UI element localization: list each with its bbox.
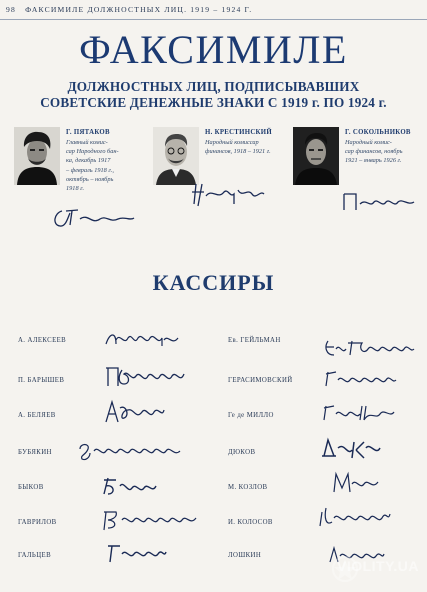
official-name: Г. СОКОЛЬНИКОВ: [345, 129, 411, 136]
cashier-name: А. АЛЕКСЕЕВ: [18, 337, 67, 344]
cashier-signature: [326, 470, 382, 496]
cashier-name: П. БАРЫШЕВ: [18, 377, 65, 384]
cashier-name: ГЕРАСИМОВСКИЙ: [228, 377, 293, 384]
cashier-name: ГАВРИЛОВ: [18, 519, 57, 526]
cashier-signature: [322, 335, 418, 361]
subtitle-line-1: ДОЛЖНОСТНЫХ ЛИЦ, ПОДПИСЫВАВШИХ: [67, 79, 360, 94]
official-role: Народный комис- сар финансов, ноябрь 1921 – январь 1926 г.: [345, 139, 403, 165]
official-name: Г. ПЯТАКОВ: [66, 129, 110, 136]
watermark: VIOLITY.UA: [336, 558, 419, 574]
page-number: 98: [6, 5, 16, 14]
section-title: КАССИРЫ: [152, 270, 275, 295]
portrait-photo: [293, 127, 339, 185]
official-name: Н. КРЕСТИНСКИЙ: [205, 129, 272, 136]
cashier-name: И. КОЛОСОВ: [228, 519, 273, 526]
cashier-signature: [100, 474, 160, 498]
subtitle-line-2: СОВЕТСКИЕ ДЕНЕЖНЫЕ ЗНАКИ С 1919 г. ПО 1924 г.: [40, 95, 387, 110]
running-title: ФАКСИМИЛЕ ДОЛЖНОСТНЫХ ЛИЦ. 1919 – 1924 Г.: [25, 5, 253, 14]
cashier-name: А. БЕЛЯЕВ: [18, 412, 56, 419]
official-role: Главный комис- сар Народного бан- ка, декабрь 1917 – февраль 1918 г., октябрь – ноябрь 1918 г.: [66, 139, 119, 193]
cashier-name: Ев. ГЕЙЛЬМАН: [228, 337, 281, 344]
cashier-signature: [320, 400, 398, 424]
header-rule: [0, 19, 427, 20]
cashier-name: ГАЛЬЦЕВ: [18, 552, 52, 559]
cashier-signature: [98, 398, 168, 426]
cashier-signature: [102, 362, 188, 390]
cashier-signature: [102, 326, 182, 352]
portrait-photo: [153, 127, 199, 185]
signature-sokolnikov: [338, 188, 418, 216]
signature-krestinsky: [188, 180, 268, 210]
page-title: ФАКСИМИЛЕ: [79, 27, 348, 72]
cashier-name: БУБЯКИН: [18, 449, 52, 456]
cashier-signature: [76, 439, 186, 463]
running-head: [6, 5, 252, 14]
cashier-signature: [316, 504, 392, 530]
cashier-name: Ге де МИЛЛО: [228, 412, 274, 419]
signature-pyatakov: [48, 203, 138, 233]
cashier-name: БЫКОВ: [18, 484, 44, 491]
cashier-signature: [318, 436, 384, 462]
cashier-name: ДЮКОВ: [228, 449, 256, 456]
cashier-name: М. КОЗЛОВ: [228, 484, 268, 491]
cashier-signature: [100, 506, 200, 534]
cashier-name: ЛОШКИН: [228, 552, 262, 559]
portrait-photo: [14, 127, 60, 185]
cashier-signature: [322, 366, 398, 390]
cashier-signature: [104, 540, 168, 566]
official-role: Народный комиссар финансов, 1918 – 1921 г.: [205, 139, 271, 156]
